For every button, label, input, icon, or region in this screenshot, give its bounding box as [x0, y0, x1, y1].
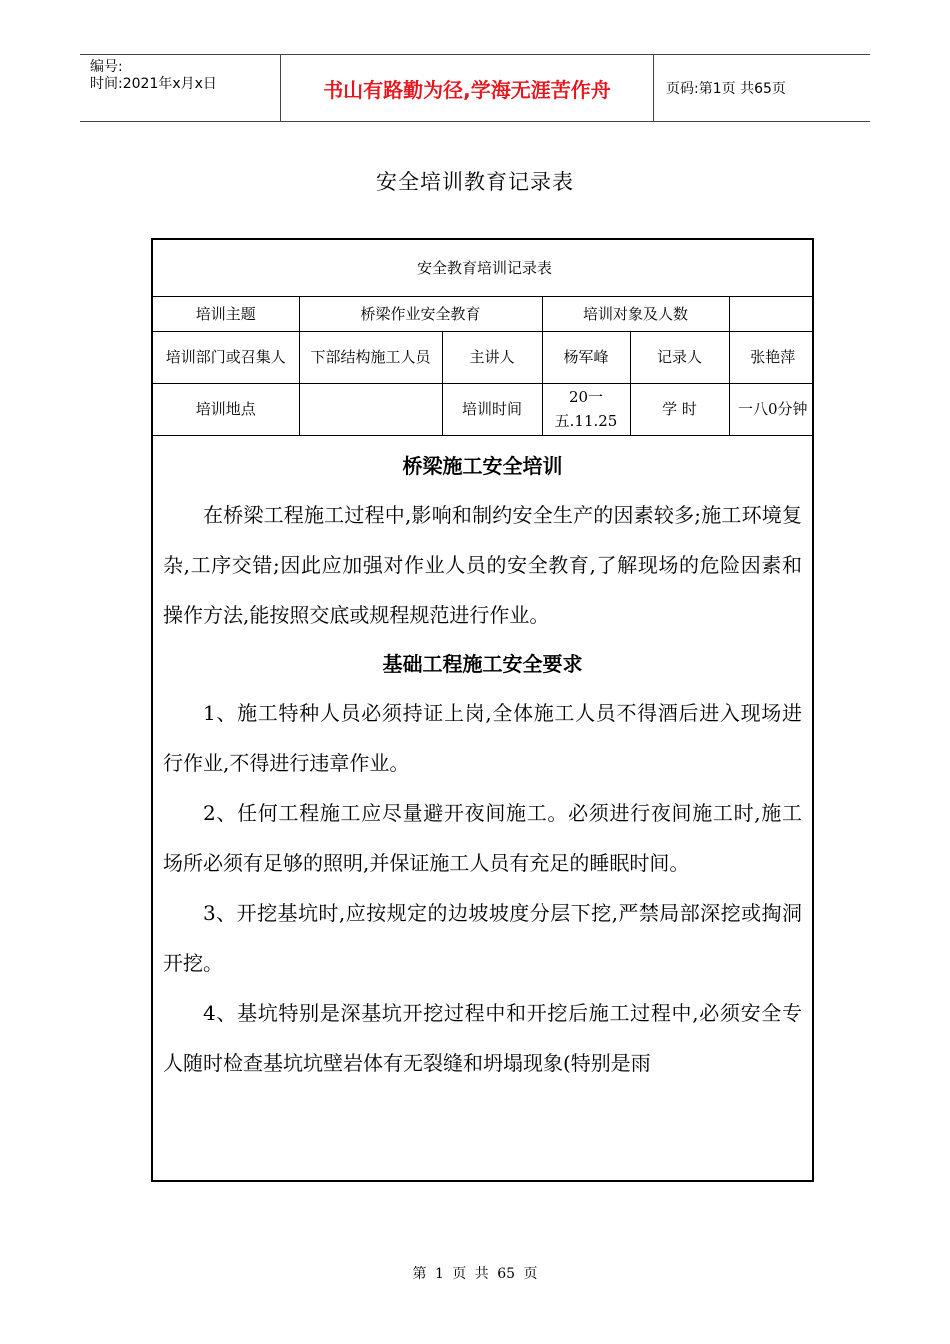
document-title: 安全培训教育记录表 — [376, 170, 574, 194]
time-value: 20一五.11.25 — [542, 383, 630, 435]
content-heading-1: 桥梁施工安全培训 — [402, 453, 563, 478]
info-table — [153, 240, 814, 436]
header-motto: 书山有路勤为径,学海无涯苦作舟 — [281, 55, 654, 121]
header-meta — [80, 55, 281, 121]
place-value — [299, 383, 442, 435]
speaker-value: 杨军峰 — [542, 331, 630, 383]
training-content — [153, 436, 812, 1088]
page-header — [80, 54, 870, 122]
date-label: 时间:2021年x月x日 — [90, 76, 217, 92]
time-label: 培训时间 — [442, 383, 542, 435]
requirement-item: 1、施工特种人员必须持证上岗,全体施工人员不得酒后进入现场进行作业,不得进行违章作业。 — [163, 700, 802, 775]
requirement-item: 3、开挖基坑时,应按规定的边坡坡度分层下挖,严禁局部深挖或掏洞开挖。 — [163, 900, 802, 975]
intro-paragraph: 在桥梁工程施工过程中,影响和制约安全生产的因素较多;施工环境复杂,工序交错;因此应加强对作业人员的安全教育,了解现场的危险因素和操作方法,能按照交底或规程规范进行作业。 — [163, 502, 802, 627]
recorder-value: 张艳萍 — [729, 331, 814, 383]
place-label: 培训地点 — [153, 383, 299, 435]
header-page-info: 页码:第1页 共65页 — [666, 81, 786, 97]
table-caption: 安全教育培训记录表 — [153, 240, 814, 296]
speaker-label: 主讲人 — [442, 331, 542, 383]
recorder-label: 记录人 — [630, 331, 729, 383]
record-form — [151, 238, 814, 1182]
code-label: 编号: — [90, 59, 123, 75]
page-footer: 第 1 页 共 65 页 — [412, 1266, 538, 1282]
requirement-item: 2、任何工程施工应尽量避开夜间施工。必须进行夜间施工时,施工场所必须有足够的照明,并保证施工人员有充足的睡眠时间。 — [163, 800, 802, 875]
topic-label: 培训主题 — [153, 296, 299, 331]
content-heading-2: 基础工程施工安全要求 — [382, 651, 583, 676]
dept-value: 下部结构施工人员 — [299, 331, 442, 383]
audience-label: 培训对象及人数 — [542, 296, 729, 331]
audience-value — [729, 296, 814, 331]
requirement-item: 4、基坑特别是深基坑开挖过程中和开挖后施工过程中,必须安全专人随时检查基坑坑壁岩体有无裂缝和坍塌现象(特别是雨 — [163, 1000, 802, 1075]
hours-label: 学 时 — [630, 383, 729, 435]
topic-value: 桥梁作业安全教育 — [299, 296, 542, 331]
dept-label: 培训部门或召集人 — [153, 331, 299, 383]
hours-value: 一八0分钟 — [729, 383, 814, 435]
